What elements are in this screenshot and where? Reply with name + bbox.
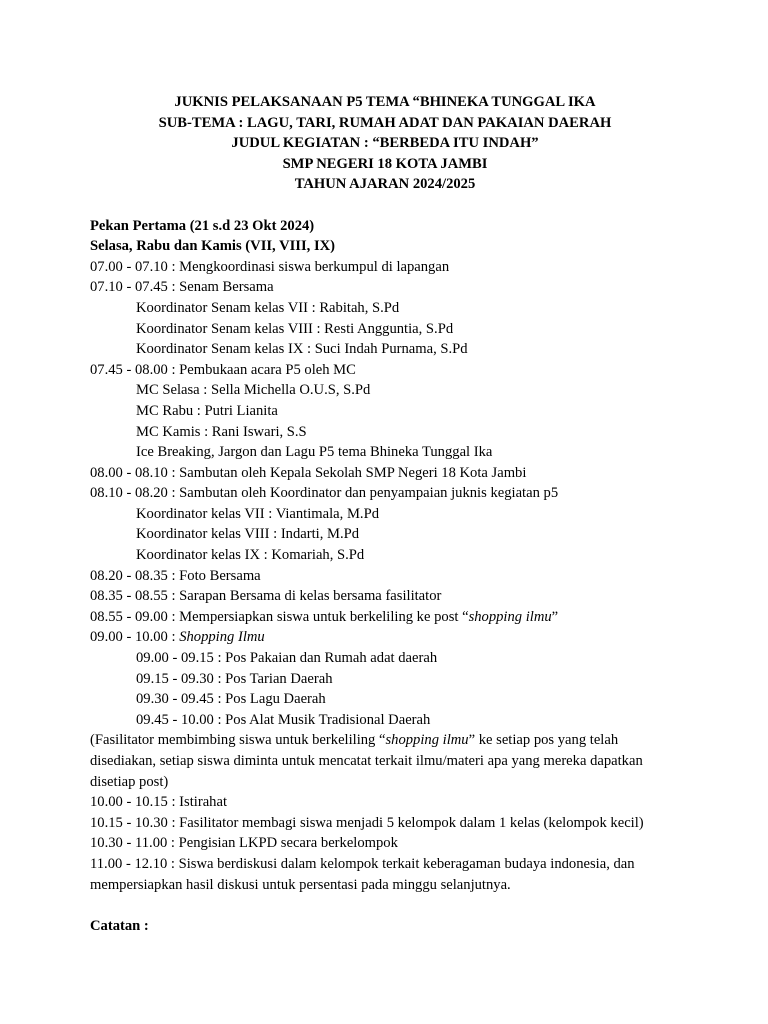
schedule-text: 09.00 - 10.00 : <box>90 629 180 646</box>
note-emphasis: shopping ilmu <box>385 732 469 749</box>
schedule-subitem: MC Kamis : Rani Iswari, S.S <box>136 423 307 440</box>
schedule-item: 08.35 - 08.55 : Sarapan Bersama di kelas bersama fasilitator <box>90 588 442 605</box>
schedule-item: 11.00 - 12.10 : Siswa berdiskusi dalam kelompok terkait keberagaman budaya indonesia, dan mempersiapkan hasil diskusi untuk persentasi pada minggu selanjutnya. <box>90 855 635 893</box>
schedule-item <box>90 607 680 628</box>
schedule-emphasis: shopping ilmu <box>468 608 552 625</box>
schedule-subitem: 09.15 - 09.30 : Pos Tarian Daerah <box>136 670 333 687</box>
header-subtheme: SUB-TEMA : LAGU, TARI, RUMAH ADAT DAN PAKAIAN DAERAH <box>158 114 612 131</box>
schedule-text: ” <box>551 608 559 625</box>
schedule-subitem: Koordinator kelas VIII : Indarti, M.Pd <box>136 526 360 543</box>
header-school: SMP NEGERI 18 KOTA JAMBI <box>282 155 488 172</box>
schedule-text: 08.55 - 09.00 : Mempersiapkan siswa untuk berkeliling ke post “ <box>90 608 469 625</box>
schedule-subitem: Koordinator Senam kelas VIII : Resti Angguntia, S.Pd <box>136 320 454 337</box>
schedule-subitem: MC Selasa : Sella Michella O.U.S, S.Pd <box>136 382 371 399</box>
schedule-subitem: 09.45 - 10.00 : Pos Alat Musik Tradisional Daerah <box>136 711 431 728</box>
facilitator-note <box>90 730 680 792</box>
document-page <box>90 92 680 936</box>
schedule-item: 10.00 - 10.15 : Istirahat <box>90 794 227 811</box>
schedule-item: 07.00 - 07.10 : Mengkoordinasi siswa berkumpul di lapangan <box>90 258 450 275</box>
schedule-emphasis: Shopping Ilmu <box>179 629 265 646</box>
note-text: (Fasilitator membimbing siswa untuk berkeliling “ <box>90 732 386 749</box>
week-days: Selasa, Rabu dan Kamis (VII, VIII, IX) <box>90 238 336 255</box>
header-school-year: TAHUN AJARAN 2024/2025 <box>294 176 476 193</box>
schedule-subitem: MC Rabu : Putri Lianita <box>136 402 278 419</box>
header-title: JUKNIS PELAKSANAAN P5 TEMA “BHINEKA TUNGGAL IKA <box>174 94 596 110</box>
schedule-item: 08.10 - 08.20 : Sambutan oleh Koordinator dan penyampaian juknis kegiatan p5 <box>90 485 559 502</box>
schedule-item: 10.15 - 10.30 : Fasilitator membagi siswa menjadi 5 kelompok dalam 1 kelas (kelompok kecil) <box>90 814 644 831</box>
header-activity-title: JUDUL KEGIATAN : “BERBEDA ITU INDAH” <box>231 135 539 152</box>
notes-label: Catatan : <box>90 917 149 934</box>
schedule-subitem: Ice Breaking, Jargon dan Lagu P5 tema Bhineka Tunggal Ika <box>136 444 493 461</box>
schedule-item: 08.20 - 08.35 : Foto Bersama <box>90 567 261 584</box>
schedule-item: 07.10 - 07.45 : Senam Bersama <box>90 279 274 296</box>
schedule-subitem: Koordinator Senam kelas IX : Suci Indah Purnama, S.Pd <box>136 341 468 358</box>
schedule-item: 08.00 - 08.10 : Sambutan oleh Kepala Sekolah SMP Negeri 18 Kota Jambi <box>90 464 527 481</box>
schedule-subitem: Koordinator kelas IX : Komariah, S.Pd <box>136 547 365 564</box>
document-header <box>90 92 680 195</box>
spacer <box>90 895 680 916</box>
schedule-item: 10.30 - 11.00 : Pengisian LKPD secara berkelompok <box>90 835 398 852</box>
schedule-subitem: Koordinator Senam kelas VII : Rabitah, S.Pd <box>136 299 400 316</box>
schedule-subitem: 09.00 - 09.15 : Pos Pakaian dan Rumah adat daerah <box>136 650 438 667</box>
spacer <box>90 195 680 216</box>
schedule-item: 07.45 - 08.00 : Pembukaan acara P5 oleh MC <box>90 361 356 378</box>
schedule-subitem: Koordinator kelas VII : Viantimala, M.Pd <box>136 505 379 522</box>
schedule-subitem: 09.30 - 09.45 : Pos Lagu Daerah <box>136 691 326 708</box>
week-title: Pekan Pertama (21 s.d 23 Okt 2024) <box>90 217 315 234</box>
note-text: ” ke setiap pos yang telah disediakan, setiap siswa diminta untuk mencatat terkait ilmu/materi apa yang mereka dapatkan disetiap post) <box>90 732 643 790</box>
schedule-item <box>90 627 680 648</box>
